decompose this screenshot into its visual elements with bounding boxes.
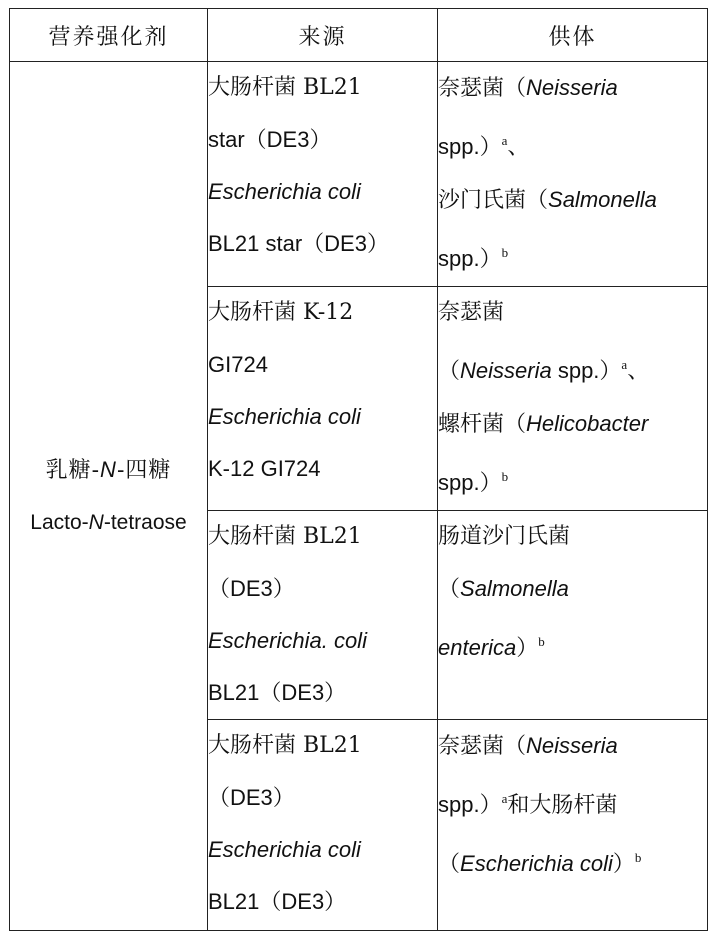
- donor-cell: [438, 511, 708, 720]
- donor-line: 奈瑟菌（Neisseria: [438, 75, 618, 101]
- donor-line: spp.）$^a$、: [438, 133, 530, 160]
- source-line: BL21（DE3）: [208, 680, 347, 705]
- donor-cell: [438, 62, 708, 287]
- source-species: Escherichia coli: [208, 404, 361, 429]
- source-line: K-12 GI724: [208, 456, 321, 481]
- donor-line: 奈瑟菌: [438, 300, 505, 325]
- source-line: （DE3）: [208, 785, 295, 810]
- source-line: （DE3）: [208, 576, 295, 601]
- donor-line: 螺杆菌（Helicobacter: [438, 411, 649, 437]
- donor-line: 沙门氏菌（Salmonella: [438, 187, 657, 213]
- source-line: 大肠杆菌 BL21: [208, 733, 362, 758]
- donor-line: （Neisseria spp.）$^a$、: [438, 357, 650, 384]
- source-species: Escherichia coli: [208, 179, 361, 204]
- nutrient-source-table: [9, 8, 708, 931]
- source-line: star（DE3）: [208, 127, 332, 152]
- donor-line: enterica）$^b$: [438, 634, 545, 661]
- nutrient-name-en: Lacto-N-tetraose: [30, 510, 187, 534]
- header-source: 来源: [208, 9, 438, 62]
- source-line: GI724: [208, 352, 268, 377]
- source-line: BL21 star（DE3）: [208, 231, 389, 256]
- source-line: 大肠杆菌 BL21: [208, 75, 362, 100]
- donor-line: （Salmonella: [438, 576, 569, 602]
- source-cell: [208, 287, 438, 511]
- table-header-row: [10, 9, 708, 62]
- donor-line: 肠道沙门氏菌: [438, 524, 571, 549]
- nutrient-name-zh: 乳糖-N-四糖: [45, 456, 172, 483]
- table-row: [10, 62, 708, 287]
- donor-cell: [438, 720, 708, 931]
- donor-line: spp.）$^b$: [438, 469, 509, 495]
- source-line: BL21（DE3）: [208, 889, 347, 914]
- donor-line: spp.）$^b$: [438, 245, 509, 271]
- source-cell: [208, 511, 438, 720]
- nutrient-name-cell: [10, 62, 208, 931]
- donor-line: （Escherichia coli）$^b$: [438, 850, 642, 877]
- source-cell: [208, 62, 438, 287]
- donor-line: spp.）$^a$和大肠杆菌: [438, 791, 618, 818]
- header-donor: 供体: [438, 9, 708, 62]
- donor-cell: [438, 287, 708, 511]
- source-line: 大肠杆菌 BL21: [208, 524, 362, 549]
- source-species: Escherichia. coli: [208, 628, 367, 653]
- donor-line: 奈瑟菌（Neisseria: [438, 733, 618, 759]
- header-nutrient: 营养强化剂: [10, 9, 208, 62]
- source-species: Escherichia coli: [208, 837, 361, 862]
- source-cell: [208, 720, 438, 931]
- source-line: 大肠杆菌 K-12: [208, 300, 354, 325]
